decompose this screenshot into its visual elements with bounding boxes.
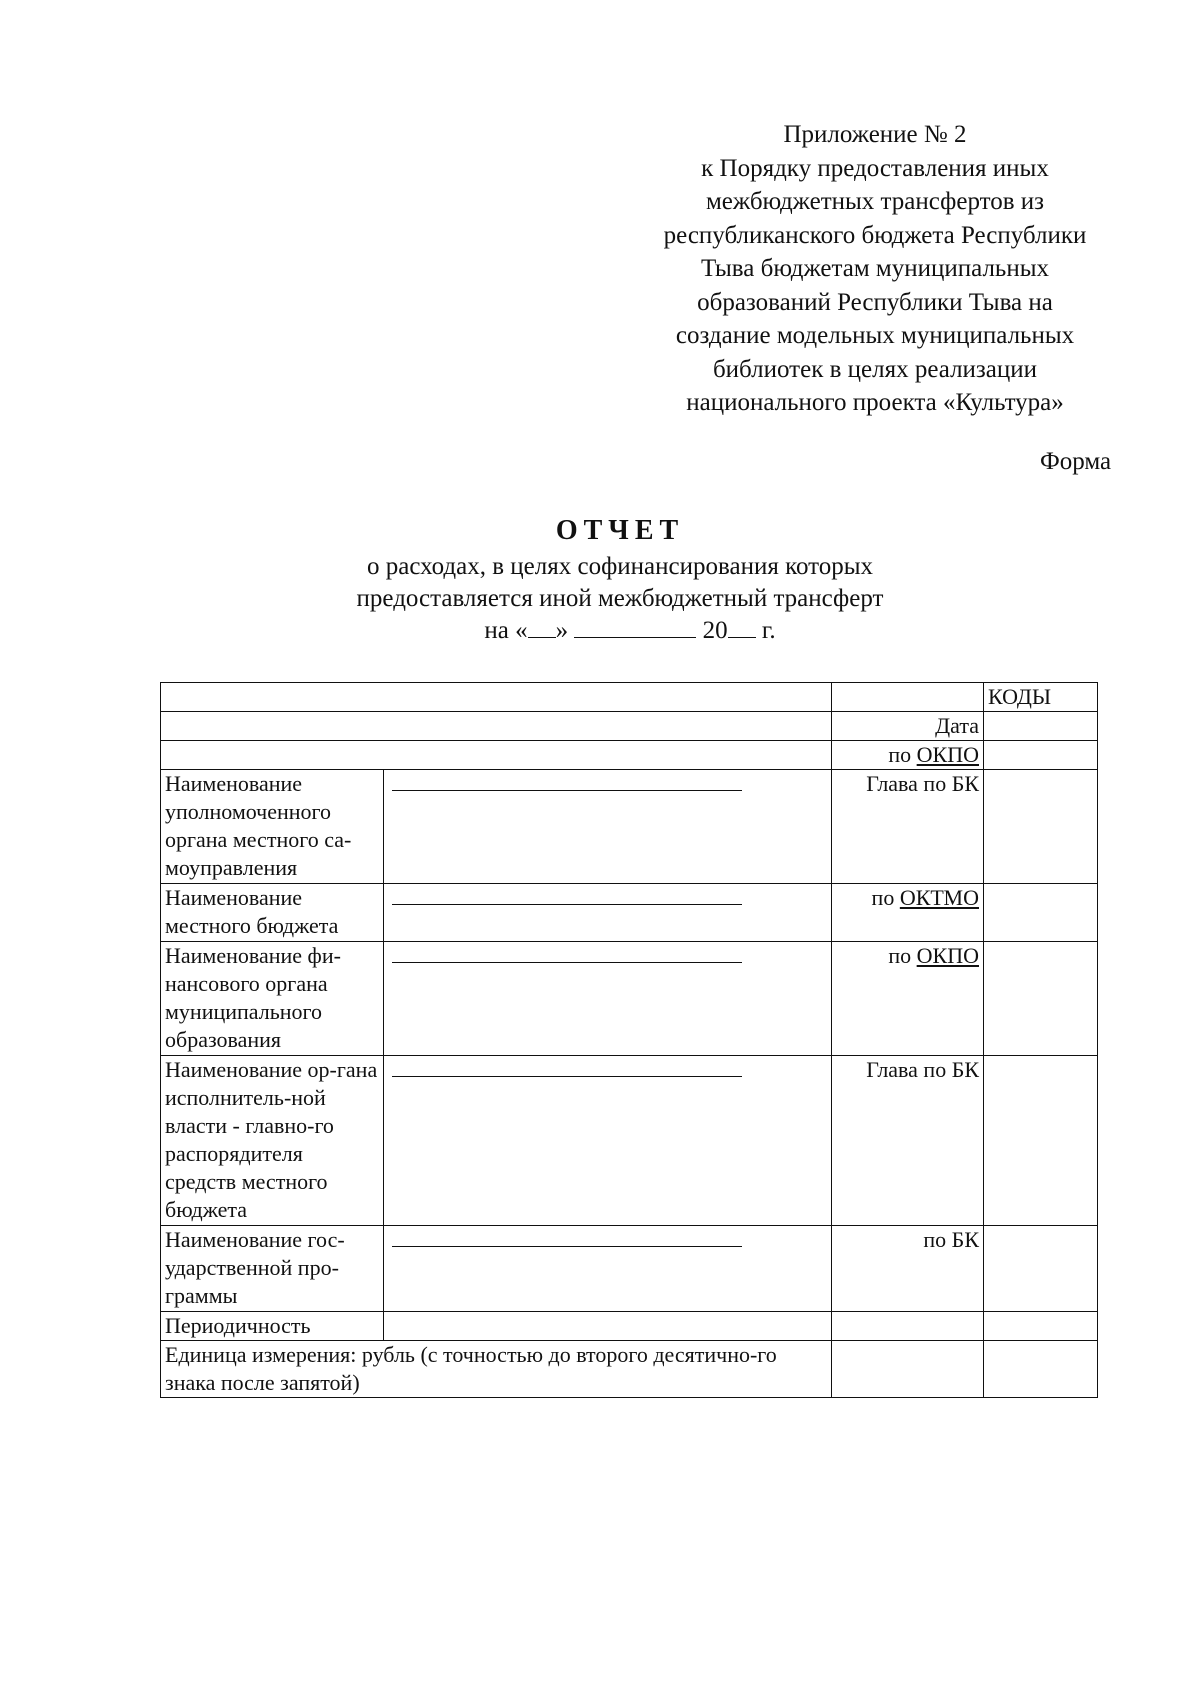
date-prefix: на « xyxy=(484,617,528,644)
periodicity-label: Периодичность xyxy=(161,1312,384,1341)
table-row xyxy=(161,1056,1098,1226)
date-year: 20 xyxy=(702,617,728,644)
date-row-blank xyxy=(161,712,832,741)
codes-header: КОДЫ xyxy=(984,683,1098,712)
okpo-code-label: по ОКПО xyxy=(832,741,984,770)
appendix-line: Приложение № 2 xyxy=(783,121,967,148)
row-code-value[interactable] xyxy=(984,770,1098,884)
day-blank[interactable] xyxy=(528,615,556,638)
unit-code-value[interactable] xyxy=(984,1341,1098,1398)
report-title: ОТЧЕТ xyxy=(555,515,685,546)
fill-line xyxy=(392,1056,742,1077)
date-close: » xyxy=(555,617,569,644)
month-blank[interactable] xyxy=(574,615,696,638)
periodicity-row xyxy=(161,1312,1098,1341)
row-fill-cell[interactable] xyxy=(384,1226,832,1312)
appendix-line: библиотек в целях реализации xyxy=(712,355,1038,383)
row-code-label: по БК xyxy=(832,1226,984,1312)
row-code-value[interactable] xyxy=(984,1226,1098,1312)
report-form-table xyxy=(160,682,1098,1398)
subtitle-line-1: о расходах, в целях софинансирования которых xyxy=(366,553,874,580)
date-code-value[interactable] xyxy=(984,712,1098,741)
table-row xyxy=(161,770,1098,884)
row-fill-cell[interactable] xyxy=(384,942,832,1056)
fill-line xyxy=(392,770,742,791)
fill-line xyxy=(392,1226,742,1247)
date-code-label: Дата xyxy=(832,712,984,741)
row-label: Наименование ор-гана исполнитель-ной власти - главно-го распорядителя средств местного бюджета xyxy=(161,1056,384,1226)
appendix-line: республиканского бюджета Республики xyxy=(663,221,1087,249)
row-code-value[interactable] xyxy=(984,942,1098,1056)
table-row xyxy=(161,1226,1098,1312)
row-code-value[interactable] xyxy=(984,1056,1098,1226)
appendix-line: создание модельных муниципальных xyxy=(675,322,1075,349)
code-abbreviation: ОКПО xyxy=(916,742,979,767)
form-label: Форма xyxy=(1040,448,1112,475)
header-code-label-cell xyxy=(832,683,984,712)
year-blank[interactable] xyxy=(728,615,756,638)
periodicity-code-value[interactable] xyxy=(984,1312,1098,1341)
row-code-value[interactable] xyxy=(984,884,1098,942)
appendix-line: национального проекта «Культура» xyxy=(686,389,1064,416)
periodicity-code-label xyxy=(832,1312,984,1341)
code-abbreviation: ОКПО xyxy=(916,943,979,968)
header-blank-cell xyxy=(161,683,832,712)
okpo-code-value[interactable] xyxy=(984,741,1098,770)
appendix-line: образований Республики Тыва на xyxy=(697,288,1053,316)
fill-line xyxy=(392,884,742,905)
row-label: Наименование уполномоченного органа местного са-моуправления xyxy=(161,770,384,884)
report-date-line xyxy=(0,615,1200,647)
appendix-header xyxy=(610,118,1140,420)
okpo-row-blank xyxy=(161,741,832,770)
unit-label: Единица измерения: рубль (с точностью до второго десятично-го знака после запятой) xyxy=(161,1341,832,1398)
row-code-label: Глава по БК xyxy=(832,770,984,884)
row-fill-cell[interactable] xyxy=(384,884,832,942)
row-label: Наименование местного бюджета xyxy=(161,884,384,942)
code-abbreviation: ОКТМО xyxy=(899,885,979,910)
row-code-label: по ОКТМО xyxy=(832,884,984,942)
unit-row xyxy=(161,1341,1098,1398)
row-fill-cell[interactable] xyxy=(384,1056,832,1226)
appendix-line: Тыва бюджетам муниципальных xyxy=(700,255,1049,282)
date-suffix: г. xyxy=(761,617,776,644)
periodicity-value[interactable] xyxy=(384,1312,832,1341)
row-label: Наименование фи-нансового органа муниципального образования xyxy=(161,942,384,1056)
okpo-row xyxy=(161,741,1098,770)
report-subtitle xyxy=(0,551,1200,647)
row-fill-cell[interactable] xyxy=(384,770,832,884)
table-row xyxy=(161,942,1098,1056)
row-code-label: Глава по БК xyxy=(832,1056,984,1226)
appendix-line: межбюджетных трансфертов из xyxy=(705,188,1045,215)
row-label: Наименование гос-ударственной про-граммы xyxy=(161,1226,384,1312)
appendix-line: к Порядку предоставления иных xyxy=(701,154,1049,182)
header-row xyxy=(161,683,1098,712)
date-row xyxy=(161,712,1098,741)
subtitle-line-2: предоставляется иной межбюджетный трансферт xyxy=(356,585,884,612)
table-row xyxy=(161,884,1098,942)
row-code-label: по ОКПО xyxy=(832,942,984,1056)
fill-line xyxy=(392,942,742,963)
unit-code-label xyxy=(832,1341,984,1398)
